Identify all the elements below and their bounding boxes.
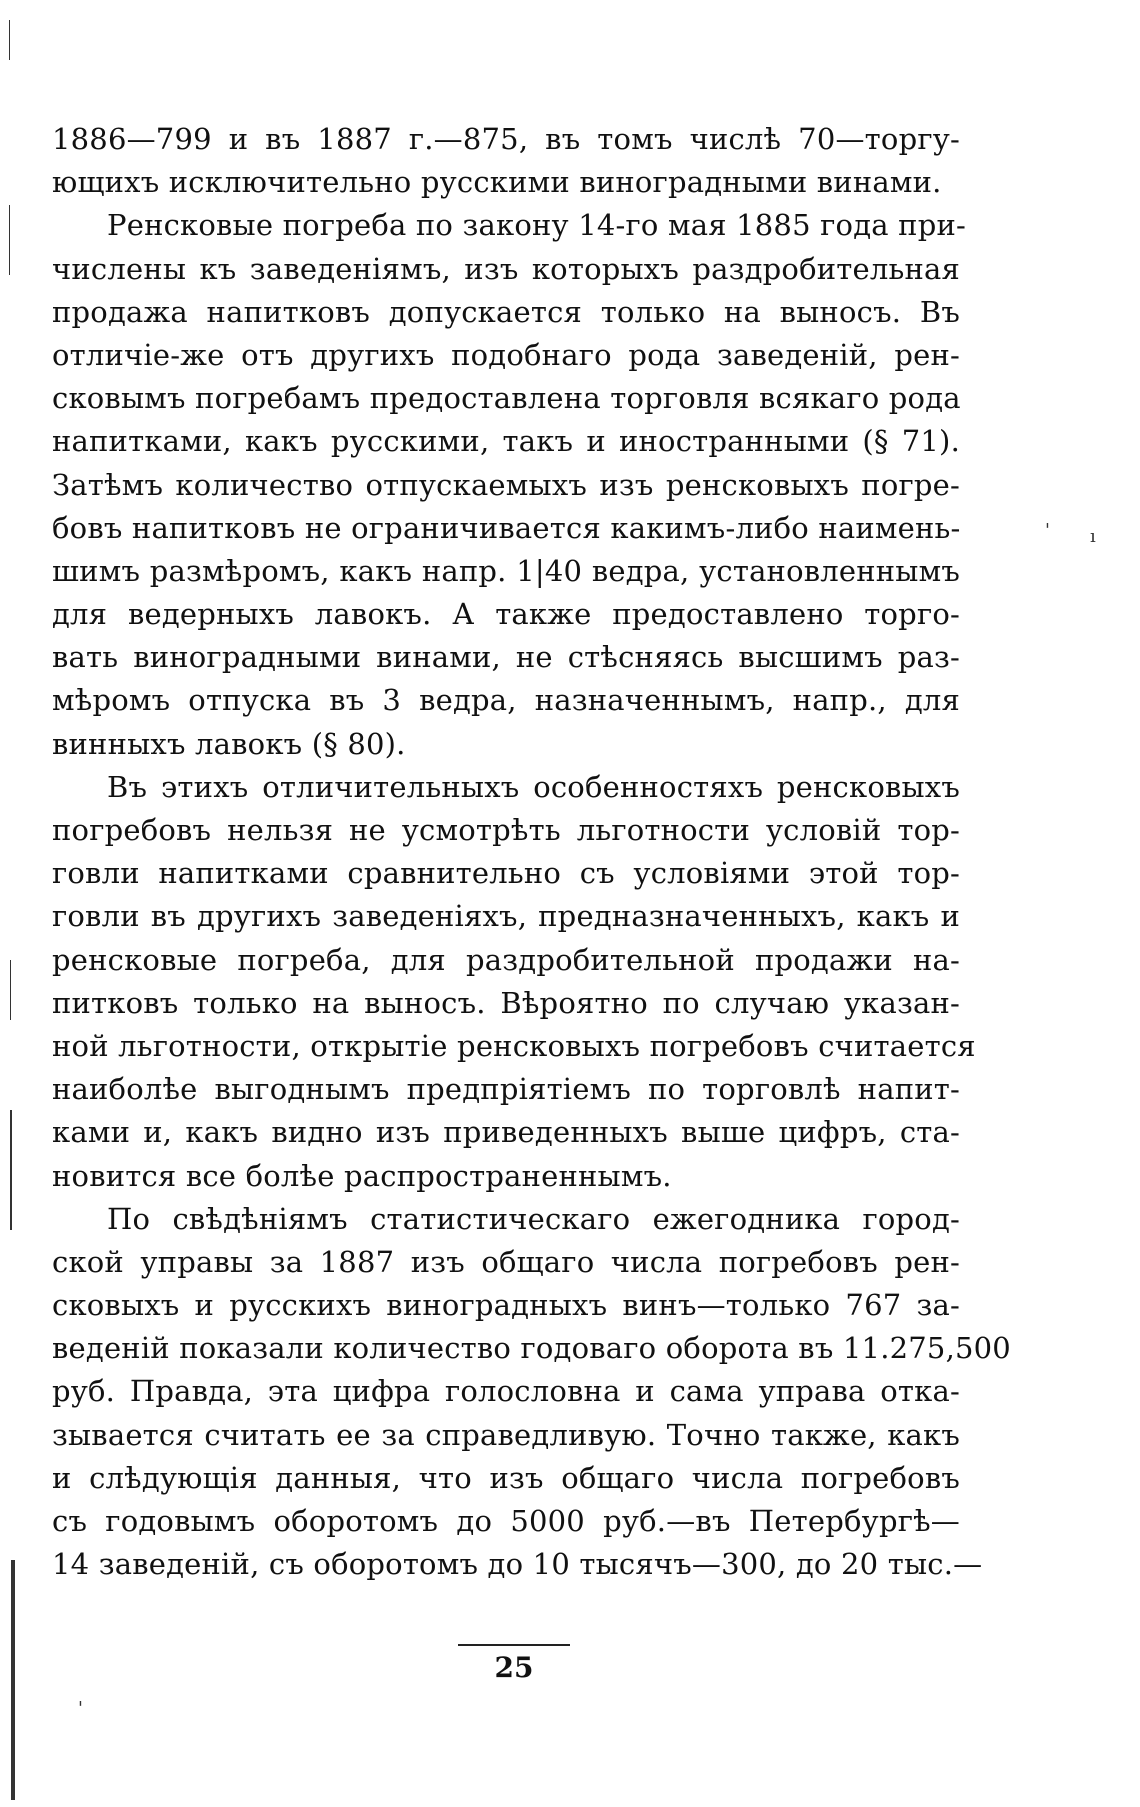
text-line: бовъ напитковъ не ограничивается какимъ-либо наимень- [52, 510, 961, 545]
text-line: ренсковые погреба, для раздробительной продажи на- [52, 942, 960, 977]
text-line: для ведерныхъ лавокъ. А также предоставлено торго- [52, 597, 960, 632]
text-line: вать виноградными винами, не стѣсняясь высшимъ раз- [52, 640, 960, 675]
text-line: и слѣдующія данныя, что изъ общаго числа погребовъ [52, 1460, 960, 1495]
text-line: погребовъ нельзя не усмотрѣть льготности условій тор- [52, 813, 960, 847]
scan-edge-line [11, 1560, 15, 1800]
body-text [52, 118, 1011, 1586]
text-line: продажа напитковъ допускается только на выносъ. Въ [52, 294, 960, 329]
text-line: ской управы за 1887 изъ общаго числа погребовъ рен- [52, 1244, 960, 1279]
text-line: 14 заведеній, съ оборотомъ до 10 тысячъ—300, до 20 тыс.— [52, 1547, 983, 1582]
scan-edge-line [9, 20, 10, 60]
text-line: 1886—799 и въ 1887 г.—875, въ томъ числѣ 70—торгу- [52, 122, 960, 156]
text-line: руб. Правда, эта цифра голословна и сама управа отка- [52, 1374, 960, 1409]
scan-edge-line [10, 1110, 12, 1230]
text-line: наиболѣе выгоднымъ предпріятіемъ по торговлѣ напит- [52, 1072, 960, 1107]
text-line: съ годовымъ оборотомъ до 5000 руб.—въ Петербургѣ— [52, 1504, 960, 1538]
text-line: сковымъ погребамъ предоставлена торговля всякаго рода [52, 381, 961, 416]
page-number-rule [458, 1644, 570, 1646]
page-number: 25 [494, 1651, 534, 1684]
text-line: винныхъ лавокъ (§ 80). [52, 726, 406, 761]
text-line: напитками, какъ русскими, такъ и иностранными (§ 71). [52, 424, 960, 459]
text-line: говли въ другихъ заведеніяхъ, предназначенныхъ, какъ и [52, 899, 960, 934]
scan-edge-line [9, 205, 10, 275]
text-line: ной льготности, открытіе ренсковыхъ погребовъ считается [52, 1028, 976, 1063]
text-line: Въ этихъ отличительныхъ особенностяхъ ренсковыхъ [107, 769, 960, 804]
text-line: ющихъ исключительно русскими виноградными винами. [52, 165, 942, 200]
text-line: веденій показали количество годоваго оборота въ 11.275,500 [52, 1331, 1011, 1366]
text-line: мѣромъ отпуска въ 3 ведра, назначеннымъ, напр., для [52, 683, 960, 718]
text-line: отличіе-же отъ другихъ подобнаго рода заведеній, рен- [52, 337, 960, 372]
text-line: По свѣдѣніямъ статистическаго ежегодника город- [107, 1201, 960, 1236]
scan-edge-line [10, 960, 11, 1020]
text-line: новится все болѣе распространеннымъ. [52, 1158, 672, 1193]
text-line: говли напитками сравнительно съ условіями этой тор- [52, 856, 960, 891]
text-line: сковыхъ и русскихъ виноградныхъ винъ—только 767 за- [52, 1288, 960, 1323]
scan-speck: ı [1090, 526, 1096, 547]
text-line: зывается считать ее за справедливую. Точно также, какъ [52, 1417, 960, 1452]
text-line: шимъ размѣромъ, какъ напр. 1|40 ведра, установленнымъ [52, 553, 960, 588]
text-line: Ренсковые погреба по закону 14-го мая 1885 года при- [107, 208, 966, 243]
text-line: Затѣмъ количество отпускаемыхъ изъ ренсковыхъ погре- [52, 467, 960, 502]
text-line: ками и, какъ видно изъ приведенныхъ выше цифръ, ста- [52, 1115, 960, 1150]
text-line: числены къ заведеніямъ, изъ которыхъ раздробительная [52, 251, 960, 286]
scan-speck: ' [78, 1698, 83, 1719]
scan-speck: ' [1045, 520, 1050, 541]
text-line: питковъ только на выносъ. Вѣроятно по случаю указан- [52, 985, 960, 1020]
